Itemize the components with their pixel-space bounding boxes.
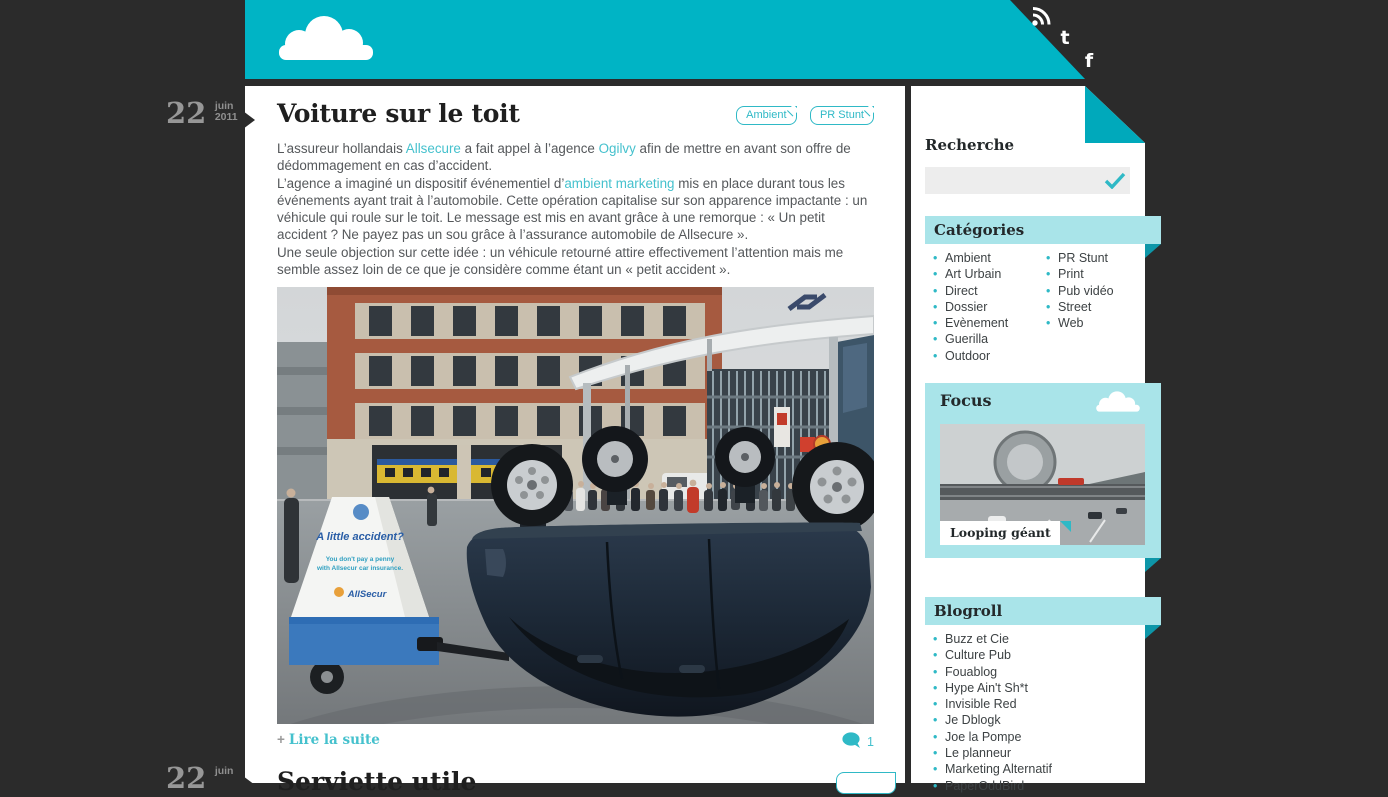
post-date-day: 22 [166,96,207,130]
category-item[interactable]: • Guerilla [933,333,1038,346]
tag-ambient[interactable]: Ambient [736,106,796,125]
focus-label-fold [1060,521,1071,532]
checkmark-icon [1104,172,1126,189]
categories-bar-fold [1145,244,1161,258]
post-date-arrow [239,108,255,132]
post-photo [277,287,874,724]
next-post-tag[interactable] [836,772,896,794]
text-run: mis en place durant tous les événements ayant trait à l’automobile. Cette opération capitalise sur son apparence impactante : un véhicule qui roule sur le toit. Le message est mis en avant grâce à une remorque : « Un petit accident ? Ne payez pas un sou grâce à l’assurance automobile de Allsecure ». [277,175,868,243]
blogroll-item[interactable]: • Hype Ain't Sh*t [933,682,1123,695]
header-bar [245,0,1085,79]
category-item[interactable]: • Evènement [933,317,1038,330]
category-item[interactable]: • Dossier [933,301,1038,314]
category-item[interactable]: • Ambient [933,252,1038,265]
post-paragraph [277,244,874,279]
category-item[interactable]: • Print [1046,268,1141,281]
post-text [277,140,874,278]
blogroll-item[interactable]: • Je Dblogk [933,714,1123,727]
post-article [277,100,874,753]
categories-col2 [1046,252,1141,333]
search-submit-button[interactable] [1104,172,1126,189]
comment-bubble-icon [842,732,862,749]
search-box [925,167,1130,194]
text-run: afin de mettre en avant son offre de dédommagement en cas d’accident. [277,141,851,174]
text-run: a fait appel à l’agence [460,141,599,156]
facebook-icon[interactable]: f [1084,50,1094,72]
cloud-logo[interactable] [272,14,380,62]
category-item[interactable]: • Art Urbain [933,268,1038,281]
plus-icon: + [277,732,285,748]
text-run: L’assureur hollandais [277,141,406,156]
text-run: Une seule objection sur cette idée : un véhicule retourné attire effectivement l’attention mais me semble assez loin de ce que je considère comme étant un « petit accident ». [277,244,844,278]
categories-header-bar [925,216,1161,244]
category-item[interactable]: • Direct [933,285,1038,298]
blogroll-item[interactable]: • PaperOddBird [933,780,1123,793]
rss-icon[interactable] [1030,5,1054,29]
blogroll-item[interactable]: • Le planneur [933,747,1123,760]
focus-item-label[interactable]: Looping géant [940,521,1060,545]
category-item[interactable]: • Outdoor [933,350,1038,363]
category-item[interactable]: • Street [1046,301,1141,314]
text-run: L’agence a imaginé un dispositif événementiel d’ [277,175,565,191]
next-post-title[interactable]: Serviette utile [277,767,477,796]
inline-link[interactable]: Ogilvy [598,141,636,156]
focus-block-fold [1145,558,1161,572]
post-footer [277,731,874,753]
category-item[interactable]: • Pub vidéo [1046,285,1141,298]
blogroll-list [933,633,1123,796]
category-item[interactable]: • Web [1046,317,1141,330]
blogroll-item[interactable]: • Fouablog [933,666,1123,679]
svg-text:AllSecur: AllSecur [347,589,387,601]
categories-heading: Catégories [934,221,1025,239]
category-item[interactable]: • PR Stunt [1046,252,1141,265]
tag-pr-stunt[interactable]: PR Stunt [810,106,874,125]
post-paragraph [277,175,874,244]
blogroll-item[interactable]: • Invisible Red [933,698,1123,711]
focus-block [925,383,1161,558]
blogroll-item[interactable]: • Buzz et Cie [933,633,1123,646]
blogroll-item[interactable]: • Culture Pub [933,649,1123,662]
svg-text:You don't pay a penny: You don't pay a penny [325,556,395,564]
categories-col1 [933,252,1038,366]
comments-count: 1 [867,735,874,750]
post-date [166,98,238,128]
next-post-date: 22 juin [166,761,234,795]
inline-link[interactable]: Allsecure [405,141,461,156]
search-input[interactable] [931,169,1103,193]
cloud-icon [1093,390,1143,413]
blogroll-bar-fold [1145,625,1161,639]
twitter-icon[interactable]: t [1060,27,1070,49]
read-more-link[interactable]: + Lire la suite [277,732,380,749]
inline-link[interactable]: ambient marketing [564,175,675,191]
comments-link[interactable] [842,732,874,749]
post-paragraph [277,140,874,175]
post-tags [727,105,874,125]
svg-text:A little accident?: A little accident? [316,531,404,544]
blogroll-heading: Blogroll [934,602,1003,620]
blogroll-item[interactable]: • Joe la Pompe [933,731,1123,744]
search-heading: Recherche [925,136,1015,154]
next-post-date-arrow [239,773,255,797]
post-date-monthyear: juin 2011 [214,100,238,123]
svg-text:with Allsecur car insurance.: with Allsecur car insurance. [316,565,404,573]
blogroll-header-bar [925,597,1161,625]
post-title[interactable]: Voiture sur le toit [277,99,520,128]
focus-heading: Focus [940,391,992,410]
sidebar-corner-fold [1085,86,1145,143]
blogroll-item[interactable]: • Marketing Alternatif [933,763,1123,776]
